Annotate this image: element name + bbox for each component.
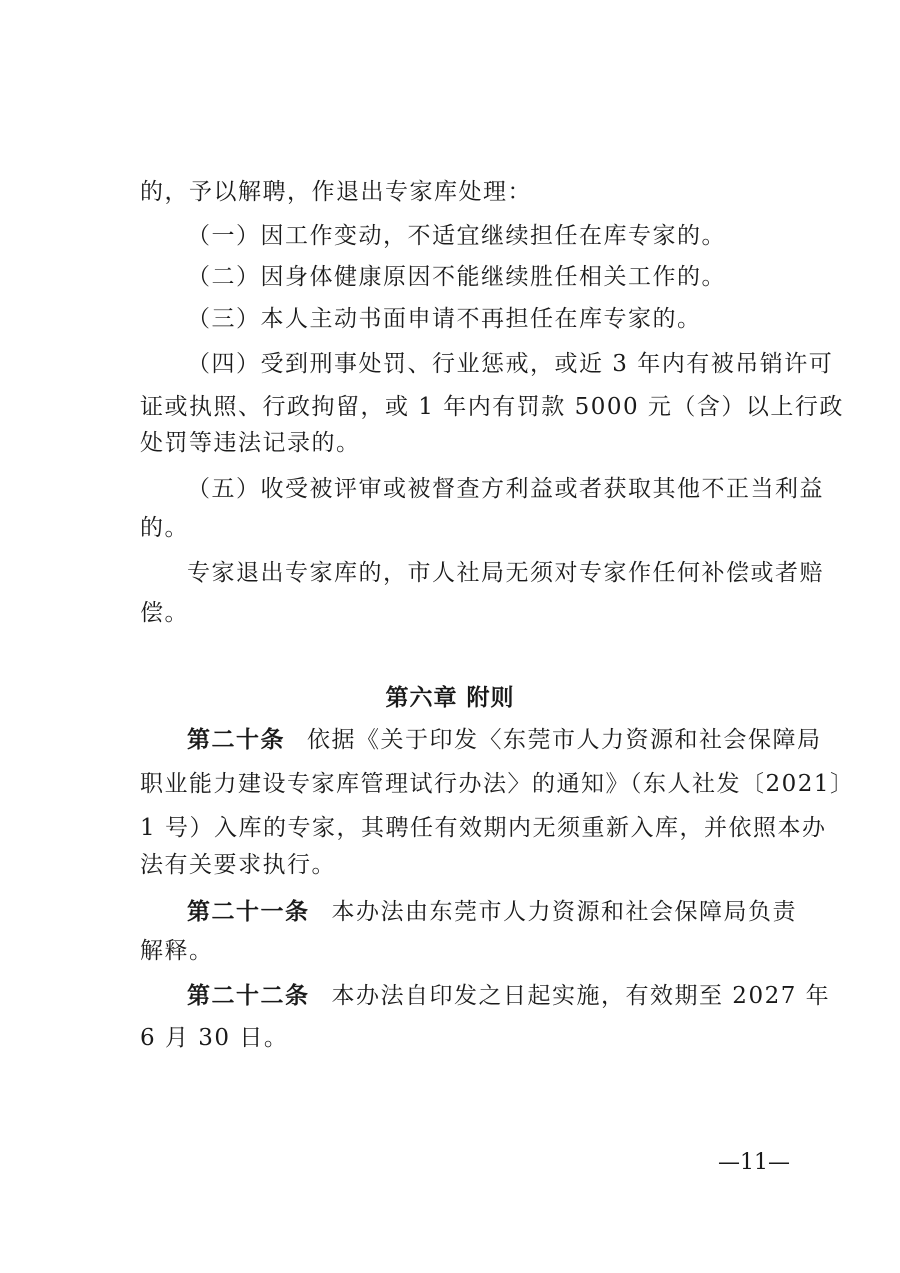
text-line: 6 月 30 日。	[140, 1025, 289, 1051]
paragraph-line: 专家退出专家库的，市人社局无须对专家作任何补偿或者赔	[187, 560, 824, 586]
text-line: 1 号）入库的专家，其聘任有效期内无须重新入库，并依照本办	[140, 815, 827, 841]
article-text: 本办法由东莞市人力资源和社会保障局负责	[331, 899, 797, 925]
list-item-4: （四）受到刑事处罚、行业惩戒，或近 3 年内有被吊销许可	[187, 351, 834, 377]
article-label: 第二十条	[187, 727, 285, 753]
list-item-5: （五）收受被评审或被督查方利益或者获取其他不正当利益	[187, 476, 824, 502]
text-line: 法有关要求执行。	[140, 852, 336, 878]
text-line: 职业能力建设专家库管理试行办法〉的通知》（东人社发〔2021〕	[140, 771, 855, 797]
article-label: 第二十一条	[187, 899, 310, 925]
page-number: —11—	[718, 1150, 790, 1175]
article-21-line	[187, 890, 797, 934]
article-20-line	[187, 718, 822, 762]
text-line: 解释。	[140, 938, 214, 964]
list-item-1: （一）因工作变动，不适宜继续担任在库专家的。	[187, 223, 726, 249]
article-label: 第二十二条	[187, 983, 310, 1009]
text-line: 的，予以解聘，作退出专家库处理：	[140, 179, 532, 205]
text-line: 证或执照、行政拘留，或 1 年内有罚款 5000 元（含）以上行政	[140, 394, 844, 420]
chapter-heading: 第六章 附则	[385, 685, 515, 711]
article-text: 依据《关于印发〈东莞市人力资源和社会保障局	[307, 727, 822, 753]
article-22-line	[187, 974, 831, 1018]
list-item-2: （二）因身体健康原因不能继续胜任相关工作的。	[187, 264, 726, 290]
article-text: 本办法自印发之日起实施，有效期至 2027 年	[331, 983, 831, 1009]
text-line: 的。	[140, 515, 189, 541]
text-line: 处罚等违法记录的。	[140, 430, 361, 456]
text-line: 偿。	[140, 600, 189, 626]
list-item-3: （三）本人主动书面申请不再担任在库专家的。	[187, 306, 702, 332]
